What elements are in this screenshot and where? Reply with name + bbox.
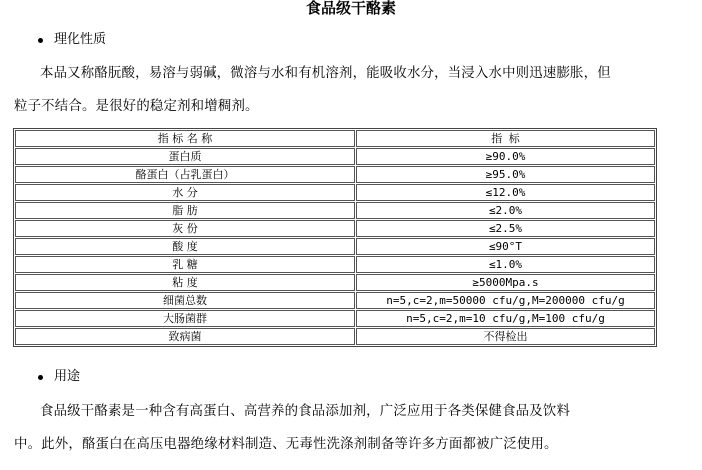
indicator-value-cell: ≤2.0% <box>356 202 655 219</box>
section-heading-usage <box>38 369 80 385</box>
spec-table <box>13 128 657 347</box>
indicator-value-cell: ≤12.0% <box>356 184 655 201</box>
table-row <box>15 328 655 345</box>
indicator-value-cell: n=5,c=2,m=50000 cfu/g,M=200000 cfu/g <box>356 292 655 309</box>
paragraph-line: 食品级干酪素是一种含有高蛋白、高营养的食品添加剂，广泛应用于各类保健食品及饮料 <box>40 404 571 419</box>
section-heading-label: 用途 <box>54 369 81 384</box>
section-heading-properties <box>38 32 106 48</box>
indicator-value-cell: ≥90.0% <box>356 148 655 165</box>
table-row <box>15 238 655 255</box>
indicator-name-cell: 酸 度 <box>15 238 355 255</box>
indicator-name-cell: 水 分 <box>15 184 355 201</box>
properties-paragraph <box>14 57 654 123</box>
table-row <box>15 292 655 309</box>
section-heading-label: 理化性质 <box>54 32 107 47</box>
indicator-name-cell: 乳 糖 <box>15 256 355 273</box>
table-header-cell: 指 标 名 称 <box>15 130 355 147</box>
table-row <box>15 256 655 273</box>
indicator-name-cell: 致病菌 <box>15 328 355 345</box>
table-row <box>15 310 655 327</box>
paragraph-line: 本品又称酪朊酸，易溶与弱碱，微溶与水和有机溶剂，能吸收水分，当浸入水中则迅速膨胀，但 <box>40 66 611 81</box>
indicator-name-cell: 蛋白质 <box>15 148 355 165</box>
indicator-value-cell: ≥5000Mpa.s <box>356 274 655 291</box>
table-row <box>15 202 655 219</box>
indicator-value-cell: ≥95.0% <box>356 166 655 183</box>
usage-paragraph <box>14 395 654 461</box>
indicator-name-cell: 大肠菌群 <box>15 310 355 327</box>
table-row <box>15 166 655 183</box>
indicator-name-cell: 细菌总数 <box>15 292 355 309</box>
bullet-icon <box>38 375 43 380</box>
table-row <box>15 148 655 165</box>
table-header-cell: 指 标 <box>356 130 655 147</box>
indicator-value-cell: ≤90°T <box>356 238 655 255</box>
indicator-name-cell: 灰 份 <box>15 220 355 237</box>
paragraph-line: 中。此外，酪蛋白在高压电器绝缘材料制造、无毒性洗涤剂制备等许多方面都被广泛使用。 <box>14 437 558 452</box>
indicator-value-cell: n=5,c=2,m=10 cfu/g,M=100 cfu/g <box>356 310 655 327</box>
page-title: 食品级干酪素 <box>305 0 396 17</box>
table-row <box>15 220 655 237</box>
indicator-value-cell: ≤1.0% <box>356 256 655 273</box>
table-row <box>15 184 655 201</box>
indicator-name-cell: 脂 肪 <box>15 202 355 219</box>
indicator-value-cell: 不得检出 <box>356 328 655 345</box>
indicator-name-cell: 酪蛋白（占乳蛋白） <box>15 166 355 183</box>
indicator-name-cell: 粘 度 <box>15 274 355 291</box>
table-header-row <box>15 130 655 147</box>
bullet-icon <box>38 38 43 43</box>
table-row <box>15 274 655 291</box>
paragraph-line: 粒子不结合。是很好的稳定剂和增稠剂。 <box>14 99 259 114</box>
indicator-value-cell: ≤2.5% <box>356 220 655 237</box>
